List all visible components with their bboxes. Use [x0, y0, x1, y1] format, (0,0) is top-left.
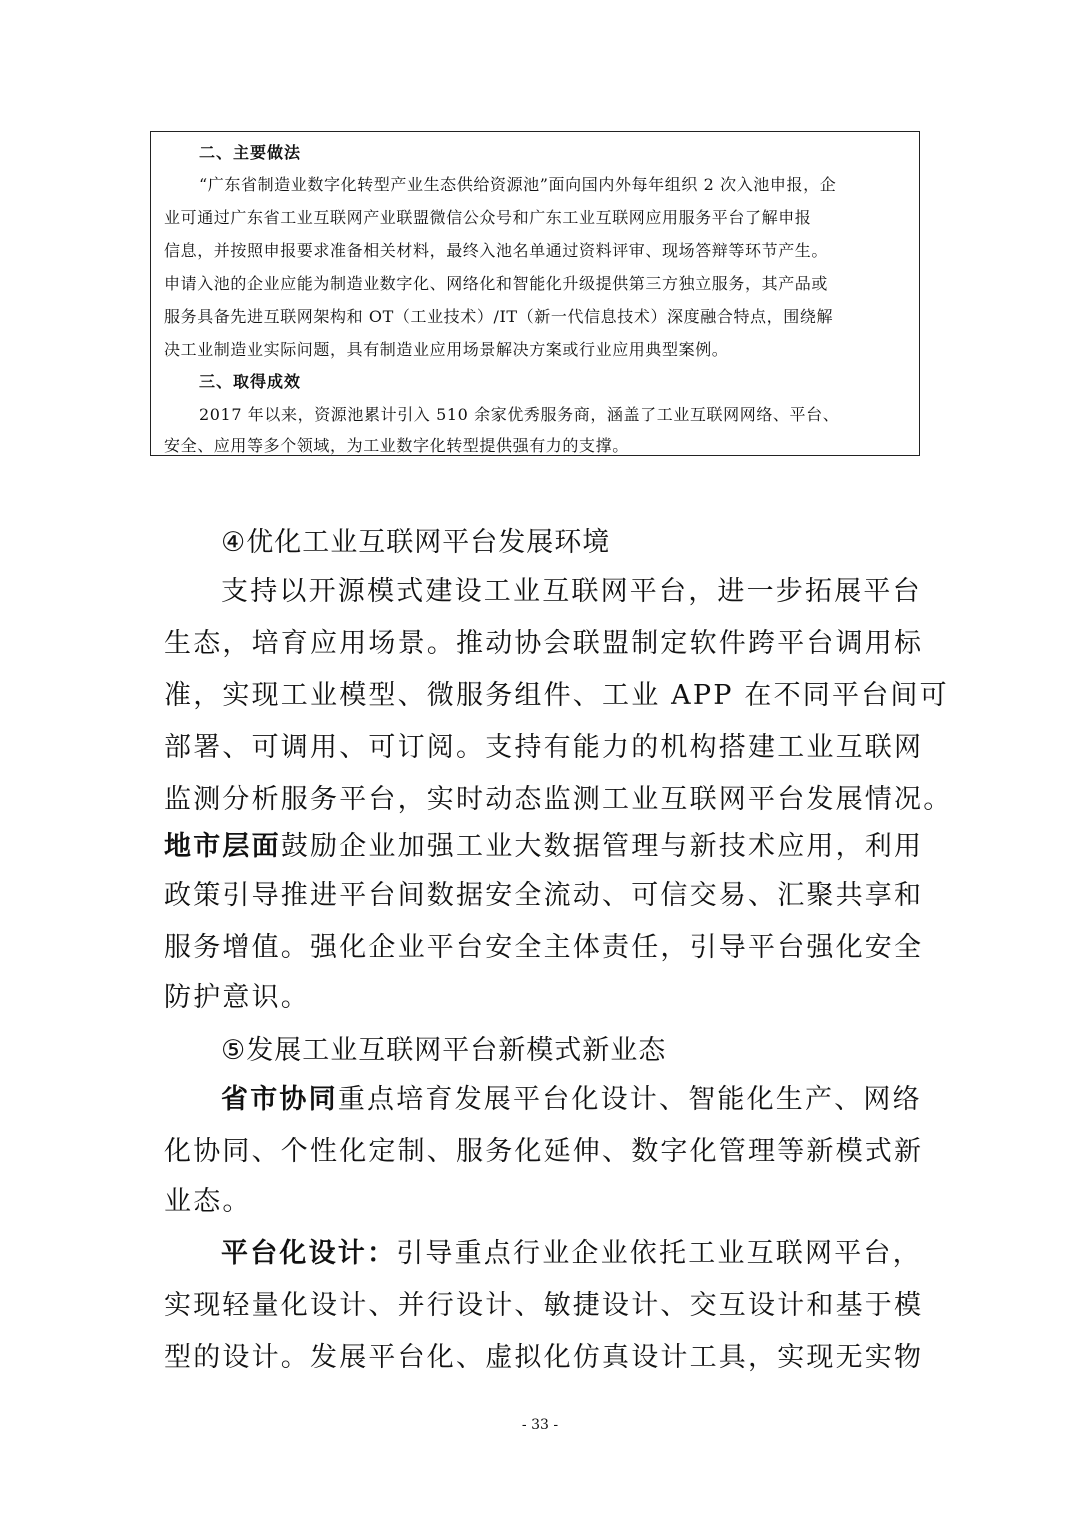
box-text-line: “广东省制造业数字化转型产业生态供给资源池”面向国内外每年组织 2 次入池申报，企 [199, 175, 837, 194]
emphasis-province-city: 省市协同 [221, 1084, 338, 1115]
body-text-line: 政策引导推进平台间数据安全流动、可信交易、汇聚共享和 [164, 880, 924, 911]
body-text-line: 实现轻量化设计、并行设计、敏捷设计、交互设计和基于模 [164, 1290, 924, 1321]
body-text-line: 型的设计。发展平台化、虚拟化仿真设计工具，实现无实物 [164, 1342, 924, 1373]
body-text-line: 防护意识。 [164, 982, 310, 1013]
body-text-run: 引导重点行业企业依托工业互联网平台， [396, 1238, 922, 1269]
body-text-line: 监测分析服务平台，实时动态监测工业互联网平台发展情况。 [164, 784, 953, 815]
section-heading-5: ⑤发展工业互联网平台新模式新业态 [221, 1035, 667, 1066]
body-text-line: 生态，培育应用场景。推动协会联盟制定软件跨平台调用标 [164, 628, 924, 659]
emphasis-city-level: 地市层面 [164, 831, 281, 862]
section-heading-4: ④优化工业互联网平台发展环境 [221, 527, 611, 558]
box-text-line: 信息，并按照申报要求准备相关材料，最终入池名单通过资料评审、现场答辩等环节产生。 [164, 241, 829, 260]
body-text-line: 支持以开源模式建设工业互联网平台，进一步拓展平台 [221, 576, 922, 607]
body-text-run: 重点培育发展平台化设计、智能化生产、网络 [337, 1084, 922, 1115]
body-text-line [221, 1082, 922, 1118]
box-text-line: 申请入池的企业应能为制造业数字化、网络化和智能化升级提供第三方独立服务，其产品或 [164, 274, 829, 293]
emphasis-platform-design: 平台化设计： [221, 1238, 397, 1269]
section-2-title: 二、主要做法 [199, 143, 302, 162]
section-3-title: 三、取得成效 [199, 372, 302, 391]
body-text-line: 业态。 [164, 1186, 252, 1217]
body-text-line: 服务增值。强化企业平台安全主体责任，引导平台强化安全 [164, 932, 924, 963]
body-text-line [221, 1236, 922, 1272]
box-text-line: 业可通过广东省工业互联网产业联盟微信公众号和广东工业互联网应用服务平台了解申报 [164, 208, 812, 227]
body-text-line: 准，实现工业模型、微服务组件、工业 APP 在不同平台间可 [164, 680, 949, 711]
body-text-line [164, 829, 923, 865]
body-text-run: 鼓励企业加强工业大数据管理与新技术应用，利用 [280, 831, 924, 862]
box-text-line: 2017 年以来，资源池累计引入 510 余家优秀服务商，涵盖了工业互联网网络、平台、 [199, 405, 840, 424]
page-number: - 33 - [521, 1417, 559, 1433]
body-text-line: 化协同、个性化定制、服务化延伸、数字化管理等新模式新 [164, 1136, 924, 1167]
box-text-line: 决工业制造业实际问题，具有制造业应用场景解决方案或行业应用典型案例。 [164, 340, 729, 359]
box-text-line: 安全、应用等多个领域，为工业数字化转型提供强有力的支撑。 [164, 436, 629, 455]
body-text-line: 部署、可调用、可订阅。支持有能力的机构搭建工业互联网 [164, 732, 924, 763]
box-text-line: 服务具备先进互联网架构和 OT（工业技术）/IT（新一代信息技术）深度融合特点，围绕解 [164, 307, 834, 326]
